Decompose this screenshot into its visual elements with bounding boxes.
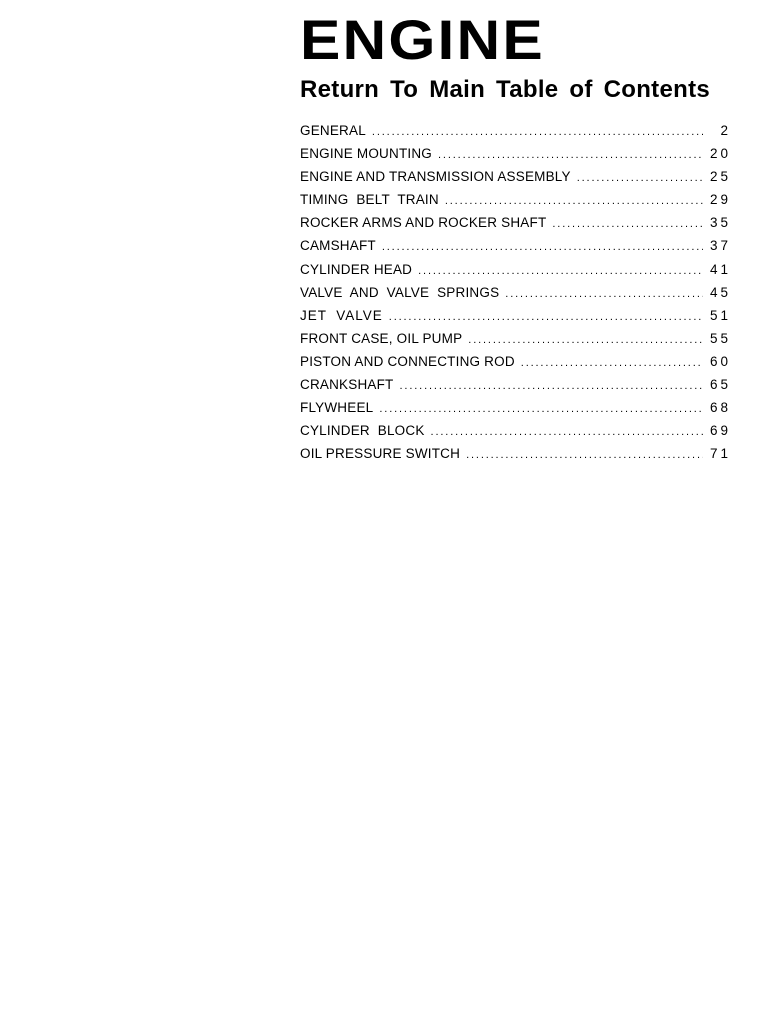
toc-entry-page: 65 [709, 377, 731, 393]
toc-entry-page: 2 [720, 123, 731, 138]
toc-entry-label: FLYWHEEL [300, 400, 374, 416]
toc-entry-cylinder-block[interactable] [300, 419, 731, 442]
return-to-main-toc-link[interactable]: Return To Main Table of Contents [300, 76, 711, 103]
toc-entry-label: CYLINDER HEAD [300, 261, 413, 277]
toc-entry-page: 35 [709, 215, 731, 231]
dot-leader [505, 283, 703, 306]
toc-entry-page: 68 [709, 400, 731, 416]
dot-leader [468, 329, 703, 352]
toc-entry-label: PISTON AND CONNECTING ROD [300, 353, 515, 369]
toc-entry-general[interactable] [300, 119, 731, 142]
dot-leader [382, 236, 703, 259]
dot-leader [521, 352, 703, 375]
toc-entry-page: 29 [709, 192, 731, 208]
dot-leader [466, 444, 703, 467]
section-title: ENGINE [300, 8, 545, 71]
toc-entry-label: VALVE AND VALVE SPRINGS [300, 284, 500, 300]
document-page [300, 8, 731, 465]
toc-entry-label: CAMSHAFT [300, 238, 376, 254]
toc-entry-valve-springs[interactable] [300, 281, 731, 304]
toc-entry-label: OIL PRESSURE SWITCH [300, 446, 461, 462]
toc-entry-label: TIMING BELT TRAIN [300, 192, 439, 208]
toc-entry-flywheel[interactable] [300, 396, 731, 419]
toc-entry-engine-mounting[interactable] [300, 142, 731, 165]
dot-leader [552, 213, 703, 236]
toc-entry-page: 45 [709, 284, 731, 300]
toc-entry-label: GENERAL [300, 123, 366, 138]
dot-leader [445, 190, 703, 213]
toc-entry-rocker-arms[interactable] [300, 211, 731, 234]
toc-entry-page: 37 [709, 238, 731, 254]
toc-entry-cylinder-head[interactable] [300, 258, 731, 281]
toc-entry-jet-valve[interactable] [300, 304, 731, 327]
toc-entry-front-case-oil-pump[interactable] [300, 327, 731, 350]
toc-entry-label: JET VALVE [300, 307, 383, 323]
toc-entry-page: 69 [709, 423, 731, 439]
toc-entry-page: 71 [709, 446, 731, 462]
toc-entry-oil-pressure-switch[interactable] [300, 442, 731, 465]
toc-entry-label: FRONT CASE, OIL PUMP [300, 330, 463, 346]
dot-leader [418, 260, 703, 283]
dot-leader [389, 306, 703, 329]
toc-entry-page: 60 [709, 353, 731, 369]
toc-entry-crankshaft[interactable] [300, 373, 731, 396]
dot-leader [400, 375, 703, 398]
table-of-contents [300, 119, 731, 465]
toc-entry-label: CRANKSHAFT [300, 377, 394, 393]
toc-entry-label: ENGINE AND TRANSMISSION ASSEMBLY [300, 169, 571, 185]
dot-leader [372, 121, 703, 144]
dot-leader [577, 167, 703, 190]
toc-entry-piston-connecting-rod[interactable] [300, 350, 731, 373]
toc-entry-page: 20 [709, 146, 731, 162]
toc-entry-camshaft[interactable] [300, 234, 731, 257]
toc-entry-page: 41 [709, 261, 731, 277]
dot-leader [379, 398, 703, 421]
toc-entry-page: 55 [709, 330, 731, 346]
toc-entry-label: ROCKER ARMS AND ROCKER SHAFT [300, 215, 547, 231]
toc-entry-timing-belt-train[interactable] [300, 188, 731, 211]
dot-leader [438, 144, 703, 167]
toc-entry-page: 51 [709, 307, 731, 323]
toc-entry-page: 25 [709, 169, 731, 185]
toc-entry-label: CYLINDER BLOCK [300, 423, 425, 439]
dot-leader [431, 421, 703, 444]
toc-entry-engine-transmission-assembly[interactable] [300, 165, 731, 188]
toc-entry-label: ENGINE MOUNTING [300, 146, 433, 162]
